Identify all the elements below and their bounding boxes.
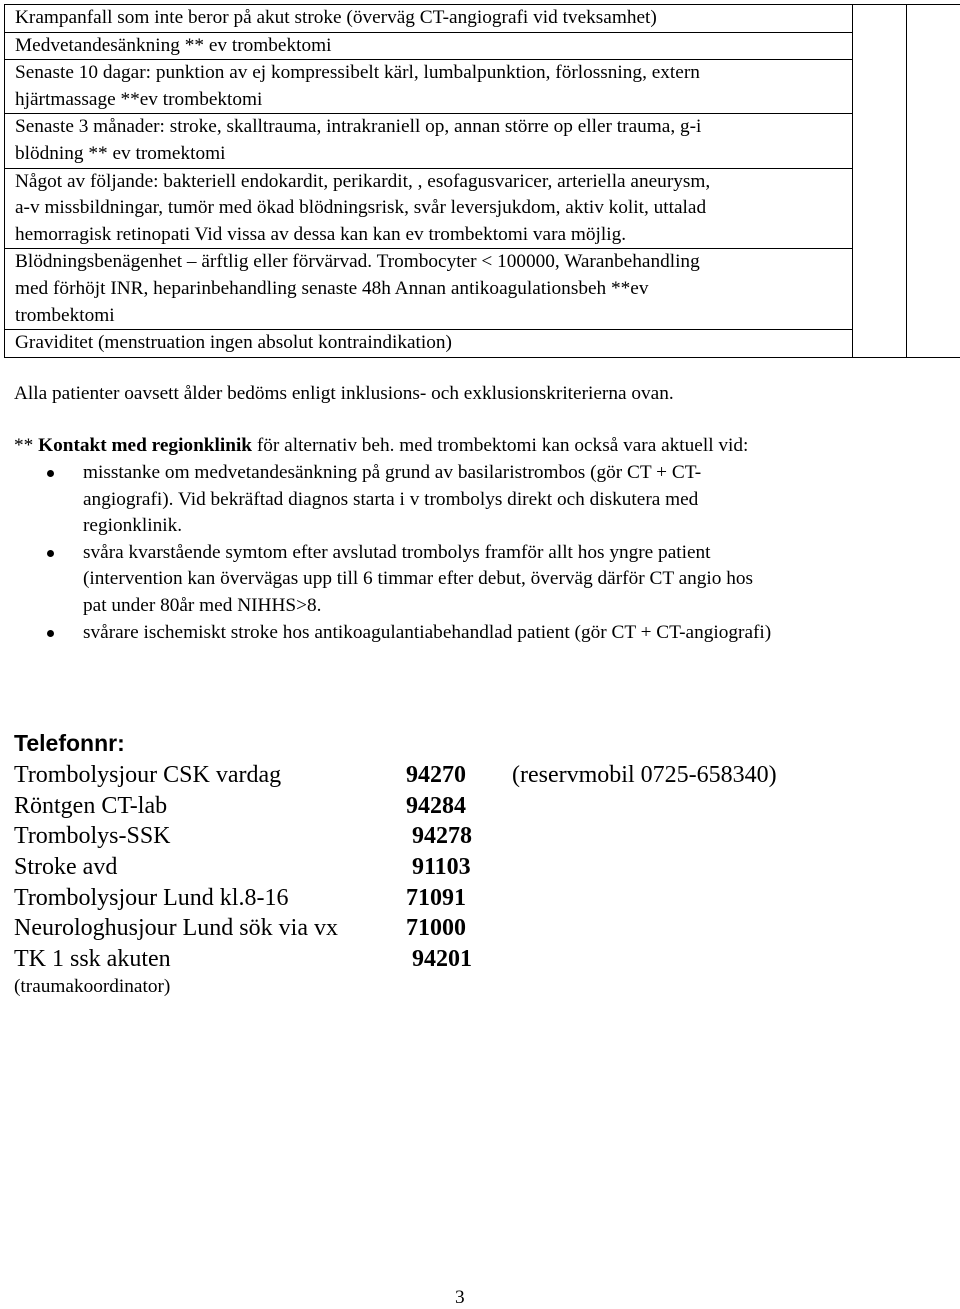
criteria-line: a-v missbildningar, tumör med ökad blödningsrisk, svår leversjukdom, aktiv kolit, uttalad xyxy=(15,195,842,222)
contact-rest: för alternativ beh. med trombektomi kan också vara aktuell vid: xyxy=(252,435,748,456)
criteria-text-cell xyxy=(5,32,853,60)
list-item-line: regionklinik. xyxy=(83,513,914,540)
criteria-line: Något av följande: bakteriell endokardit, perikardit, , esofagusvaricer, arteriella aneurysm, xyxy=(15,169,842,196)
phone-name: Röntgen CT-lab xyxy=(14,791,167,822)
phone-number: 94278 xyxy=(406,821,472,852)
phone-extra-note: (reservmobil 0725-658340) xyxy=(512,760,777,791)
phone-row xyxy=(14,852,914,883)
phone-number: 94284 xyxy=(406,791,466,822)
criteria-text-cell xyxy=(5,330,853,358)
criteria-line: trombektomi xyxy=(15,303,842,330)
criteria-line: Medvetandesänkning ** ev trombektomi xyxy=(15,33,842,60)
phone-row xyxy=(14,944,914,975)
list-item-line: pat under 80år med NIHHS>8. xyxy=(83,593,914,620)
phone-name: Stroke avd xyxy=(14,852,117,883)
list-item xyxy=(14,460,914,540)
phone-name: Trombolys-SSK xyxy=(14,821,171,852)
list-item-line: misstanke om medvetandesänkning på grund av basilaristrombos (gör CT + CT- xyxy=(83,460,914,487)
phone-name: Trombolysjour Lund kl.8-16 xyxy=(14,883,288,914)
page-number: 3 xyxy=(455,1287,465,1309)
phone-number: 94201 xyxy=(406,944,472,975)
phone-number: 71000 xyxy=(406,913,466,944)
criteria-line: hjärtmassage **ev trombektomi xyxy=(15,87,842,114)
phone-number: 91103 xyxy=(406,852,471,883)
bullet-icon xyxy=(47,630,54,637)
list-item xyxy=(14,540,914,620)
contact-prefix: ** xyxy=(14,435,38,456)
list-item-line: svåra kvarstående symtom efter avslutad trombolys framför allt hos yngre patient xyxy=(83,540,914,567)
criteria-line: Blödningsbenägenhet – ärftlig eller förvärvad. Trombocyter < 100000, Waranbehandling xyxy=(15,249,842,276)
phone-name: Trombolysjour CSK vardag xyxy=(14,760,281,791)
phone-list-title: Telefonnr: xyxy=(14,730,125,757)
trombektomi-indication-list xyxy=(14,460,914,646)
criteria-line: Senaste 10 dagar: punktion av ej kompressibelt kärl, lumbalpunktion, förlossning, extern xyxy=(15,60,842,87)
criteria-check-column-1 xyxy=(853,5,907,358)
list-item xyxy=(14,620,914,647)
bullet-icon xyxy=(47,550,54,557)
criteria-row xyxy=(5,60,960,114)
phone-row xyxy=(14,913,914,944)
phone-list xyxy=(14,760,914,975)
list-item-line: angiografi). Vid bekräftad diagnos starta i v trombolys direkt och diskutera med xyxy=(83,487,914,514)
phone-footnote: (traumakoordinator) xyxy=(14,976,170,998)
phone-number: 94270 xyxy=(406,760,466,791)
phone-row xyxy=(14,883,914,914)
criteria-text-cell xyxy=(5,249,853,330)
phone-row xyxy=(14,760,914,791)
list-item-line: (intervention kan övervägas upp till 6 timmar efter debut, överväg därför CT angio hos xyxy=(83,566,914,593)
phone-number: 71091 xyxy=(406,883,466,914)
criteria-row xyxy=(5,249,960,330)
criteria-check-column-2 xyxy=(907,5,960,358)
phone-name: Neurologhusjour Lund sök via vx xyxy=(14,913,338,944)
criteria-row xyxy=(5,5,960,33)
criteria-row xyxy=(5,330,960,358)
criteria-line: Graviditet (menstruation ingen absolut kontraindikation) xyxy=(15,330,842,357)
criteria-line: blödning ** ev tromektomi xyxy=(15,141,842,168)
contact-regionklinik-note xyxy=(14,433,748,460)
criteria-text-cell xyxy=(5,60,853,114)
criteria-line: med förhöjt INR, heparinbehandling senaste 48h Annan antikoagulationsbeh **ev xyxy=(15,276,842,303)
phone-row xyxy=(14,791,914,822)
bullet-icon xyxy=(47,470,54,477)
criteria-line: hemorragisk retinopati Vid vissa av dessa kan kan ev trombektomi vara möjlig. xyxy=(15,222,842,249)
contact-regionklinik-label: Kontakt med regionklinik xyxy=(38,435,252,456)
criteria-line: Senaste 3 månader: stroke, skalltrauma, intrakraniell op, annan större op eller trauma, g-i xyxy=(15,114,842,141)
criteria-row xyxy=(5,168,960,249)
criteria-text-cell xyxy=(5,5,853,33)
list-item-line: svårare ischemiskt stroke hos antikoagulantiabehandlad patient (gör CT + CT-angiografi) xyxy=(83,620,914,647)
exclusion-criteria-table xyxy=(4,4,960,358)
phone-row xyxy=(14,821,914,852)
criteria-row xyxy=(5,32,960,60)
phone-name: TK 1 ssk akuten xyxy=(14,944,171,975)
all-patients-note: Alla patienter oavsett ålder bedöms enligt inklusions- och exklusionskriterierna ovan. xyxy=(14,381,674,408)
criteria-row xyxy=(5,114,960,168)
criteria-line: Krampanfall som inte beror på akut stroke (överväg CT-angiografi vid tveksamhet) xyxy=(15,5,842,32)
criteria-text-cell xyxy=(5,114,853,168)
criteria-text-cell xyxy=(5,168,853,249)
